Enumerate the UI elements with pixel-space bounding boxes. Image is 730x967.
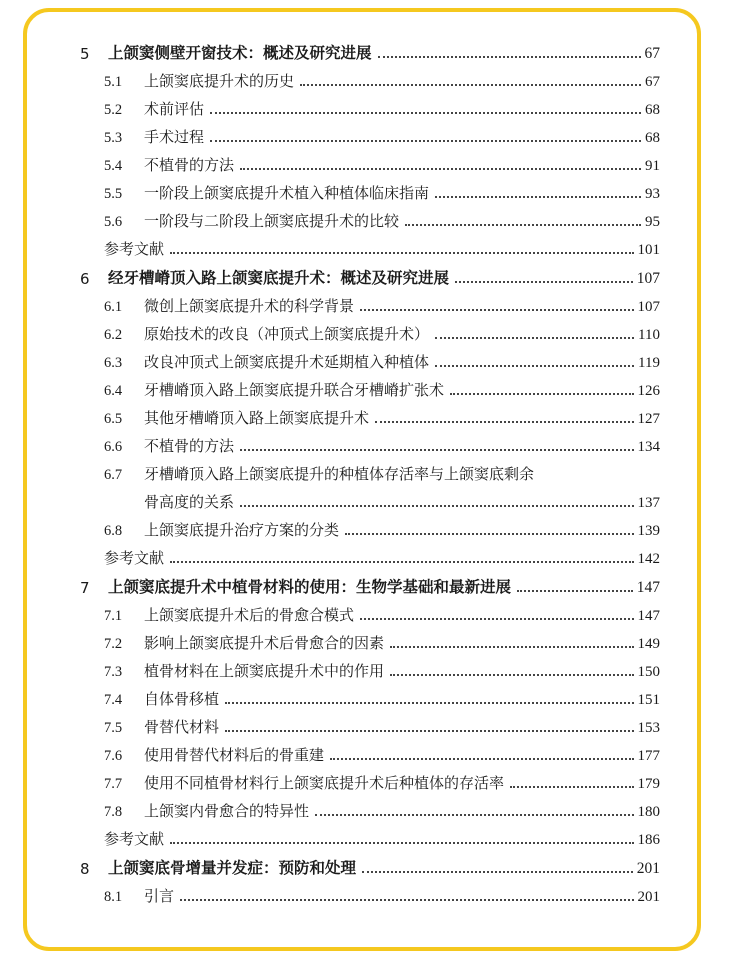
toc-entry-title: 使用骨替代材料后的骨重建 (144, 746, 325, 764)
dot-leader (210, 112, 641, 114)
toc-entry-page: 127 (637, 411, 660, 427)
toc-entry-page: 137 (637, 495, 660, 511)
toc-entry-title: 上颌窦底提升术后的骨愈合模式 (144, 606, 355, 624)
toc-entry-sec (80, 63, 660, 91)
toc-entry-title: 不植骨的方法 (144, 156, 235, 174)
toc-entry-title: 上颌窦底提升术的历史 (144, 72, 295, 90)
toc-entry-ref (80, 821, 660, 849)
toc-entry-page: 179 (637, 776, 660, 792)
toc-entry-page: 91 (645, 158, 660, 174)
dot-leader (300, 84, 641, 86)
toc-entry-title: 一阶段与二阶段上颌窦底提升术的比较 (144, 212, 400, 230)
toc-entry-number: 7.6 (104, 748, 123, 764)
toc-entry-title: 上颌窦底提升治疗方案的分类 (144, 521, 340, 539)
toc-entry-title: 自体骨移植 (144, 690, 220, 708)
toc-entry-page: 177 (637, 748, 660, 764)
dot-leader (210, 140, 641, 142)
dot-leader (240, 449, 633, 451)
toc-entry-title: 参考文献 (104, 830, 165, 848)
dot-leader (375, 421, 633, 423)
dot-leader (362, 871, 633, 873)
toc-entry-page: 110 (638, 327, 660, 343)
toc-entry-title: 引言 (144, 887, 175, 905)
toc-entry-sec (80, 709, 660, 737)
toc-entry-ref (80, 540, 660, 568)
toc-entry-title: 使用不同植骨材料行上颌窦底提升术后种植体的存活率 (144, 774, 505, 792)
toc-entry-page: 186 (637, 832, 660, 848)
toc-entry-number: 7.3 (104, 664, 123, 680)
toc-entry-title: 上颌窦侧壁开窗技术：概述及研究进展 (108, 44, 372, 62)
toc-entry-number: 5.5 (104, 186, 123, 202)
toc-entry-number: 7.8 (104, 804, 123, 820)
toc-entry-sec (80, 344, 660, 372)
toc-entry-page: 139 (637, 523, 660, 539)
toc-entry-number: 5 (80, 45, 90, 63)
dot-leader (435, 337, 634, 339)
toc-entry-number: 5.4 (104, 158, 123, 174)
toc-entry-number: 5.3 (104, 130, 123, 146)
dot-leader (517, 590, 633, 592)
toc-entry-sec (80, 119, 660, 147)
toc-entry-sec (80, 203, 660, 231)
dot-leader (315, 814, 633, 816)
dot-leader (390, 674, 633, 676)
toc-entry-sec (80, 316, 660, 344)
toc-entry-title: 其他牙槽嵴顶入路上颌窦底提升术 (144, 409, 370, 427)
toc-entry-number: 6.8 (104, 523, 123, 539)
toc-entry-title: 牙槽嵴顶入路上颌窦底提升联合牙槽嵴扩张术 (144, 381, 445, 399)
toc-entry-page: 147 (637, 608, 660, 624)
toc-entry-title: 影响上颌窦底提升术后骨愈合的因素 (144, 634, 385, 652)
dot-leader (345, 533, 633, 535)
toc-entry-number: 6 (80, 270, 90, 288)
toc-entry-page: 68 (645, 130, 660, 146)
toc-entry-title: 经牙槽嵴顶入路上颌窦底提升术：概述及研究进展 (108, 269, 450, 287)
toc-entry-title: 骨替代材料 (144, 718, 220, 736)
dot-leader (170, 252, 633, 254)
toc-entry-number: 7.2 (104, 636, 123, 652)
toc-entry-number: 6.5 (104, 411, 123, 427)
toc-entry-sec (80, 765, 660, 793)
toc-entry-number: 5.6 (104, 214, 123, 230)
toc-entry-number: 6.2 (104, 327, 123, 343)
dot-leader (330, 758, 633, 760)
toc-entry-number: 5.2 (104, 102, 123, 118)
toc-entry-chapter (80, 34, 660, 63)
toc-entry-sec (80, 400, 660, 428)
toc-entry-page: 126 (637, 383, 660, 399)
toc-entry-sec (80, 681, 660, 709)
toc-entry-title: 微创上颌窦底提升术的科学背景 (144, 297, 355, 315)
toc-entry-page: 149 (637, 636, 660, 652)
toc-entry-title: 术前评估 (144, 100, 205, 118)
toc-entry-page: 134 (637, 439, 660, 455)
dot-leader (435, 196, 641, 198)
toc-entry-number: 7.4 (104, 692, 123, 708)
toc-entry-page: 201 (636, 860, 660, 877)
toc-entry-number: 7 (80, 579, 90, 597)
toc-entry-page: 101 (637, 242, 660, 258)
toc-entry-sec (80, 428, 660, 456)
toc-entry-number: 7.5 (104, 720, 123, 736)
toc-entry-page: 151 (637, 692, 660, 708)
dot-leader (240, 505, 633, 507)
toc-entry-chapter (80, 849, 660, 878)
toc-entry-title: 参考文献 (104, 549, 165, 567)
dot-leader (378, 56, 641, 58)
dot-leader (405, 224, 641, 226)
toc-entry-sec (80, 372, 660, 400)
toc-entry-number: 6.4 (104, 383, 123, 399)
dot-leader (450, 393, 633, 395)
toc-entry-number: 8.1 (104, 889, 123, 905)
toc-entry-title: 上颌窦内骨愈合的特异性 (144, 802, 310, 820)
toc-entry-sec (80, 737, 660, 765)
toc-entry-page: 153 (637, 720, 660, 736)
dot-leader (225, 702, 633, 704)
toc-entry-sec (80, 793, 660, 821)
toc-entry-page: 93 (645, 186, 660, 202)
toc-entry-title: 原始技术的改良（冲顶式上颌窦底提升术） (144, 325, 430, 343)
toc-entry-sec (80, 175, 660, 203)
toc-entry-chapter (80, 259, 660, 288)
toc-entry-sec (80, 653, 660, 681)
toc-entry-title: 手术过程 (144, 128, 205, 146)
toc-entry-sec (80, 512, 660, 540)
dot-leader (360, 618, 633, 620)
toc-entry-title: 骨高度的关系 (144, 493, 235, 511)
toc-entry-sec (80, 625, 660, 653)
toc-entry-title: 改良冲顶式上颌窦底提升术延期植入种植体 (144, 353, 430, 371)
toc-entry-page: 67 (644, 45, 660, 62)
dot-leader (435, 365, 634, 367)
toc-entry-page: 107 (637, 299, 660, 315)
dot-leader (180, 899, 633, 901)
toc-entry-title: 上颌窦底提升术中植骨材料的使用：生物学基础和最新进展 (108, 578, 512, 596)
toc-entry-number: 8 (80, 860, 90, 878)
toc-entry-number: 6.6 (104, 439, 123, 455)
toc-entry-page: 147 (636, 579, 660, 596)
toc-entry-sec (80, 288, 660, 316)
toc-entry-sec (80, 878, 660, 906)
dot-leader (170, 561, 633, 563)
toc-entry-number: 7.1 (104, 608, 123, 624)
toc-entry-title: 不植骨的方法 (144, 437, 235, 455)
table-of-contents (80, 34, 660, 906)
dot-leader (225, 730, 633, 732)
dot-leader (360, 309, 633, 311)
toc-entry-page: 107 (636, 270, 660, 287)
toc-entry-secnopage (80, 456, 660, 484)
toc-entry-chapter (80, 568, 660, 597)
dot-leader (390, 646, 633, 648)
toc-entry-number: 6.1 (104, 299, 123, 315)
dot-leader (455, 281, 633, 283)
toc-entry-number: 6.7 (104, 467, 123, 483)
toc-entry-ref (80, 231, 660, 259)
toc-entry-page: 142 (637, 551, 660, 567)
toc-entry-page: 150 (637, 664, 660, 680)
toc-entry-page: 119 (638, 355, 660, 371)
toc-entry-sec (80, 597, 660, 625)
toc-entry-title: 牙槽嵴顶入路上颌窦底提升的种植体存活率与上颌窦底剩余 (144, 465, 535, 483)
toc-entry-number: 7.7 (104, 776, 123, 792)
toc-entry-title: 参考文献 (104, 240, 165, 258)
toc-entry-sec (80, 147, 660, 175)
dot-leader (510, 786, 633, 788)
toc-entry-page: 180 (637, 804, 660, 820)
toc-entry-cont (80, 484, 660, 512)
toc-entry-title: 一阶段上颌窦底提升术植入种植体临床指南 (144, 184, 430, 202)
toc-entry-page: 67 (645, 74, 660, 90)
toc-entry-number: 6.3 (104, 355, 123, 371)
toc-entry-title: 上颌窦底骨增量并发症：预防和处理 (108, 859, 357, 877)
toc-entry-title: 植骨材料在上颌窦底提升术中的作用 (144, 662, 385, 680)
dot-leader (240, 168, 641, 170)
toc-entry-page: 95 (645, 214, 660, 230)
toc-entry-sec (80, 91, 660, 119)
toc-entry-number: 5.1 (104, 74, 123, 90)
dot-leader (170, 842, 633, 844)
toc-entry-page: 68 (645, 102, 660, 118)
toc-entry-page: 201 (637, 889, 660, 905)
